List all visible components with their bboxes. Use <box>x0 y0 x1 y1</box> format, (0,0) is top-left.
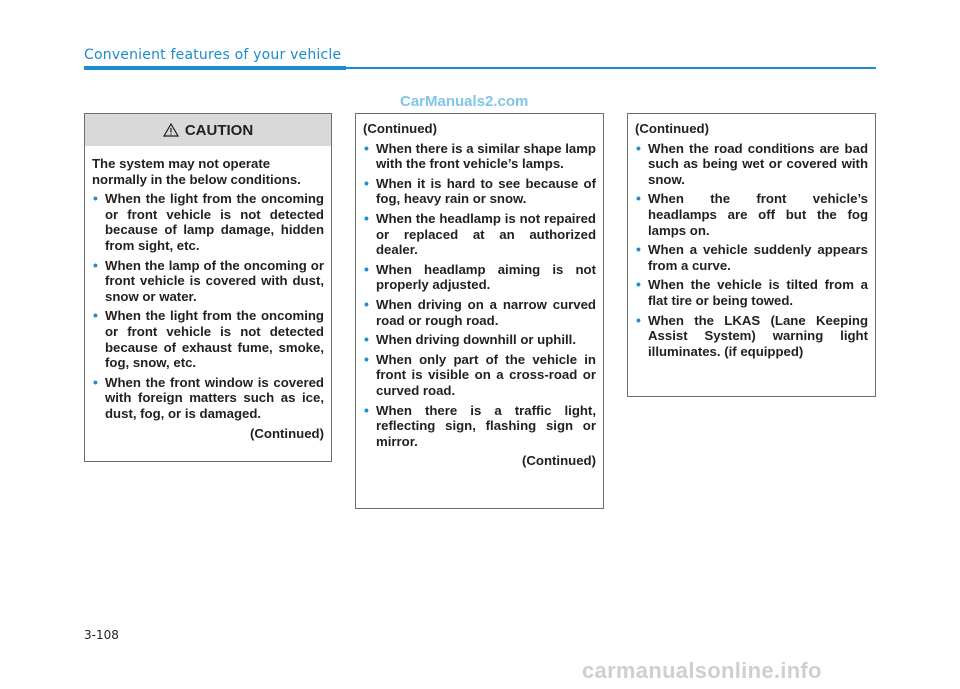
list-item: • When it is hard to see because of fog, heavy rain or snow. <box>363 176 596 207</box>
list-item: • When there is a traffic light, reflecting sign, flashing sign or mirror. <box>363 403 596 450</box>
list-item: • When the vehicle is tilted from a flat tire or being towed. <box>635 277 868 308</box>
list-item: • When the front vehicle’s headlamps are off but the fog lamps on. <box>635 191 868 238</box>
list-item: • When driving on a narrow curved road or rough road. <box>363 297 596 328</box>
header-rule-thin <box>346 67 876 69</box>
caution-title: CAUTION <box>184 121 254 139</box>
list-item: • When the LKAS (Lane Keeping Assist System) warning light illuminates. (if equipped) <box>635 313 868 360</box>
caution-box <box>84 113 332 462</box>
continued-label: (Continued) <box>363 121 437 136</box>
watermark-top: CarManuals2.com <box>400 93 529 110</box>
right-body <box>628 114 875 359</box>
middle-box <box>355 113 604 509</box>
middle-body <box>356 114 603 469</box>
warning-triangle-icon <box>163 123 179 137</box>
list-item: • When a vehicle suddenly appears from a curve. <box>635 242 868 273</box>
watermark-bottom: carmanualsonline.info <box>582 658 822 683</box>
caution-body <box>85 146 331 441</box>
list-item: • When the headlamp is not repaired or replaced at an authorized dealer. <box>363 211 596 258</box>
continued-label: (Continued) <box>522 453 596 469</box>
continued-label: (Continued) <box>250 425 324 441</box>
right-box <box>627 113 876 397</box>
list-item: • When only part of the vehicle in front is visible on a cross-road or curved road. <box>363 352 596 399</box>
list-item: • When driving downhill or uphill. <box>363 332 596 348</box>
list-item: • When the lamp of the oncoming or front vehicle is covered with dust, snow or water. <box>92 258 324 305</box>
middle-list <box>363 141 596 450</box>
caution-list <box>92 191 324 421</box>
list-item: • When the front window is covered with foreign matters such as ice, dust, fog, or is damaged. <box>92 375 324 422</box>
list-item: • When the road conditions are bad such as being wet or covered with snow. <box>635 141 868 188</box>
right-list <box>635 141 868 360</box>
list-item: • When the light from the oncoming or front vehicle is not detected because of lamp damage, hidden from sight, etc. <box>92 191 324 253</box>
list-item: • When headlamp aiming is not properly adjusted. <box>363 262 596 293</box>
section-title: Convenient features of your vehicle <box>84 47 342 63</box>
list-item: • When the light from the oncoming or front vehicle is not detected because of exhaust fume, smoke, fog, snow, etc. <box>92 308 324 370</box>
caution-header <box>85 114 331 146</box>
caution-intro: The system may not operate normally in the below conditions. <box>92 156 301 187</box>
page-number: 3-108 <box>84 628 119 642</box>
header-rule-thick <box>84 66 346 70</box>
continued-label: (Continued) <box>635 121 709 136</box>
list-item: • When there is a similar shape lamp with the front vehicle’s lamps. <box>363 141 596 172</box>
